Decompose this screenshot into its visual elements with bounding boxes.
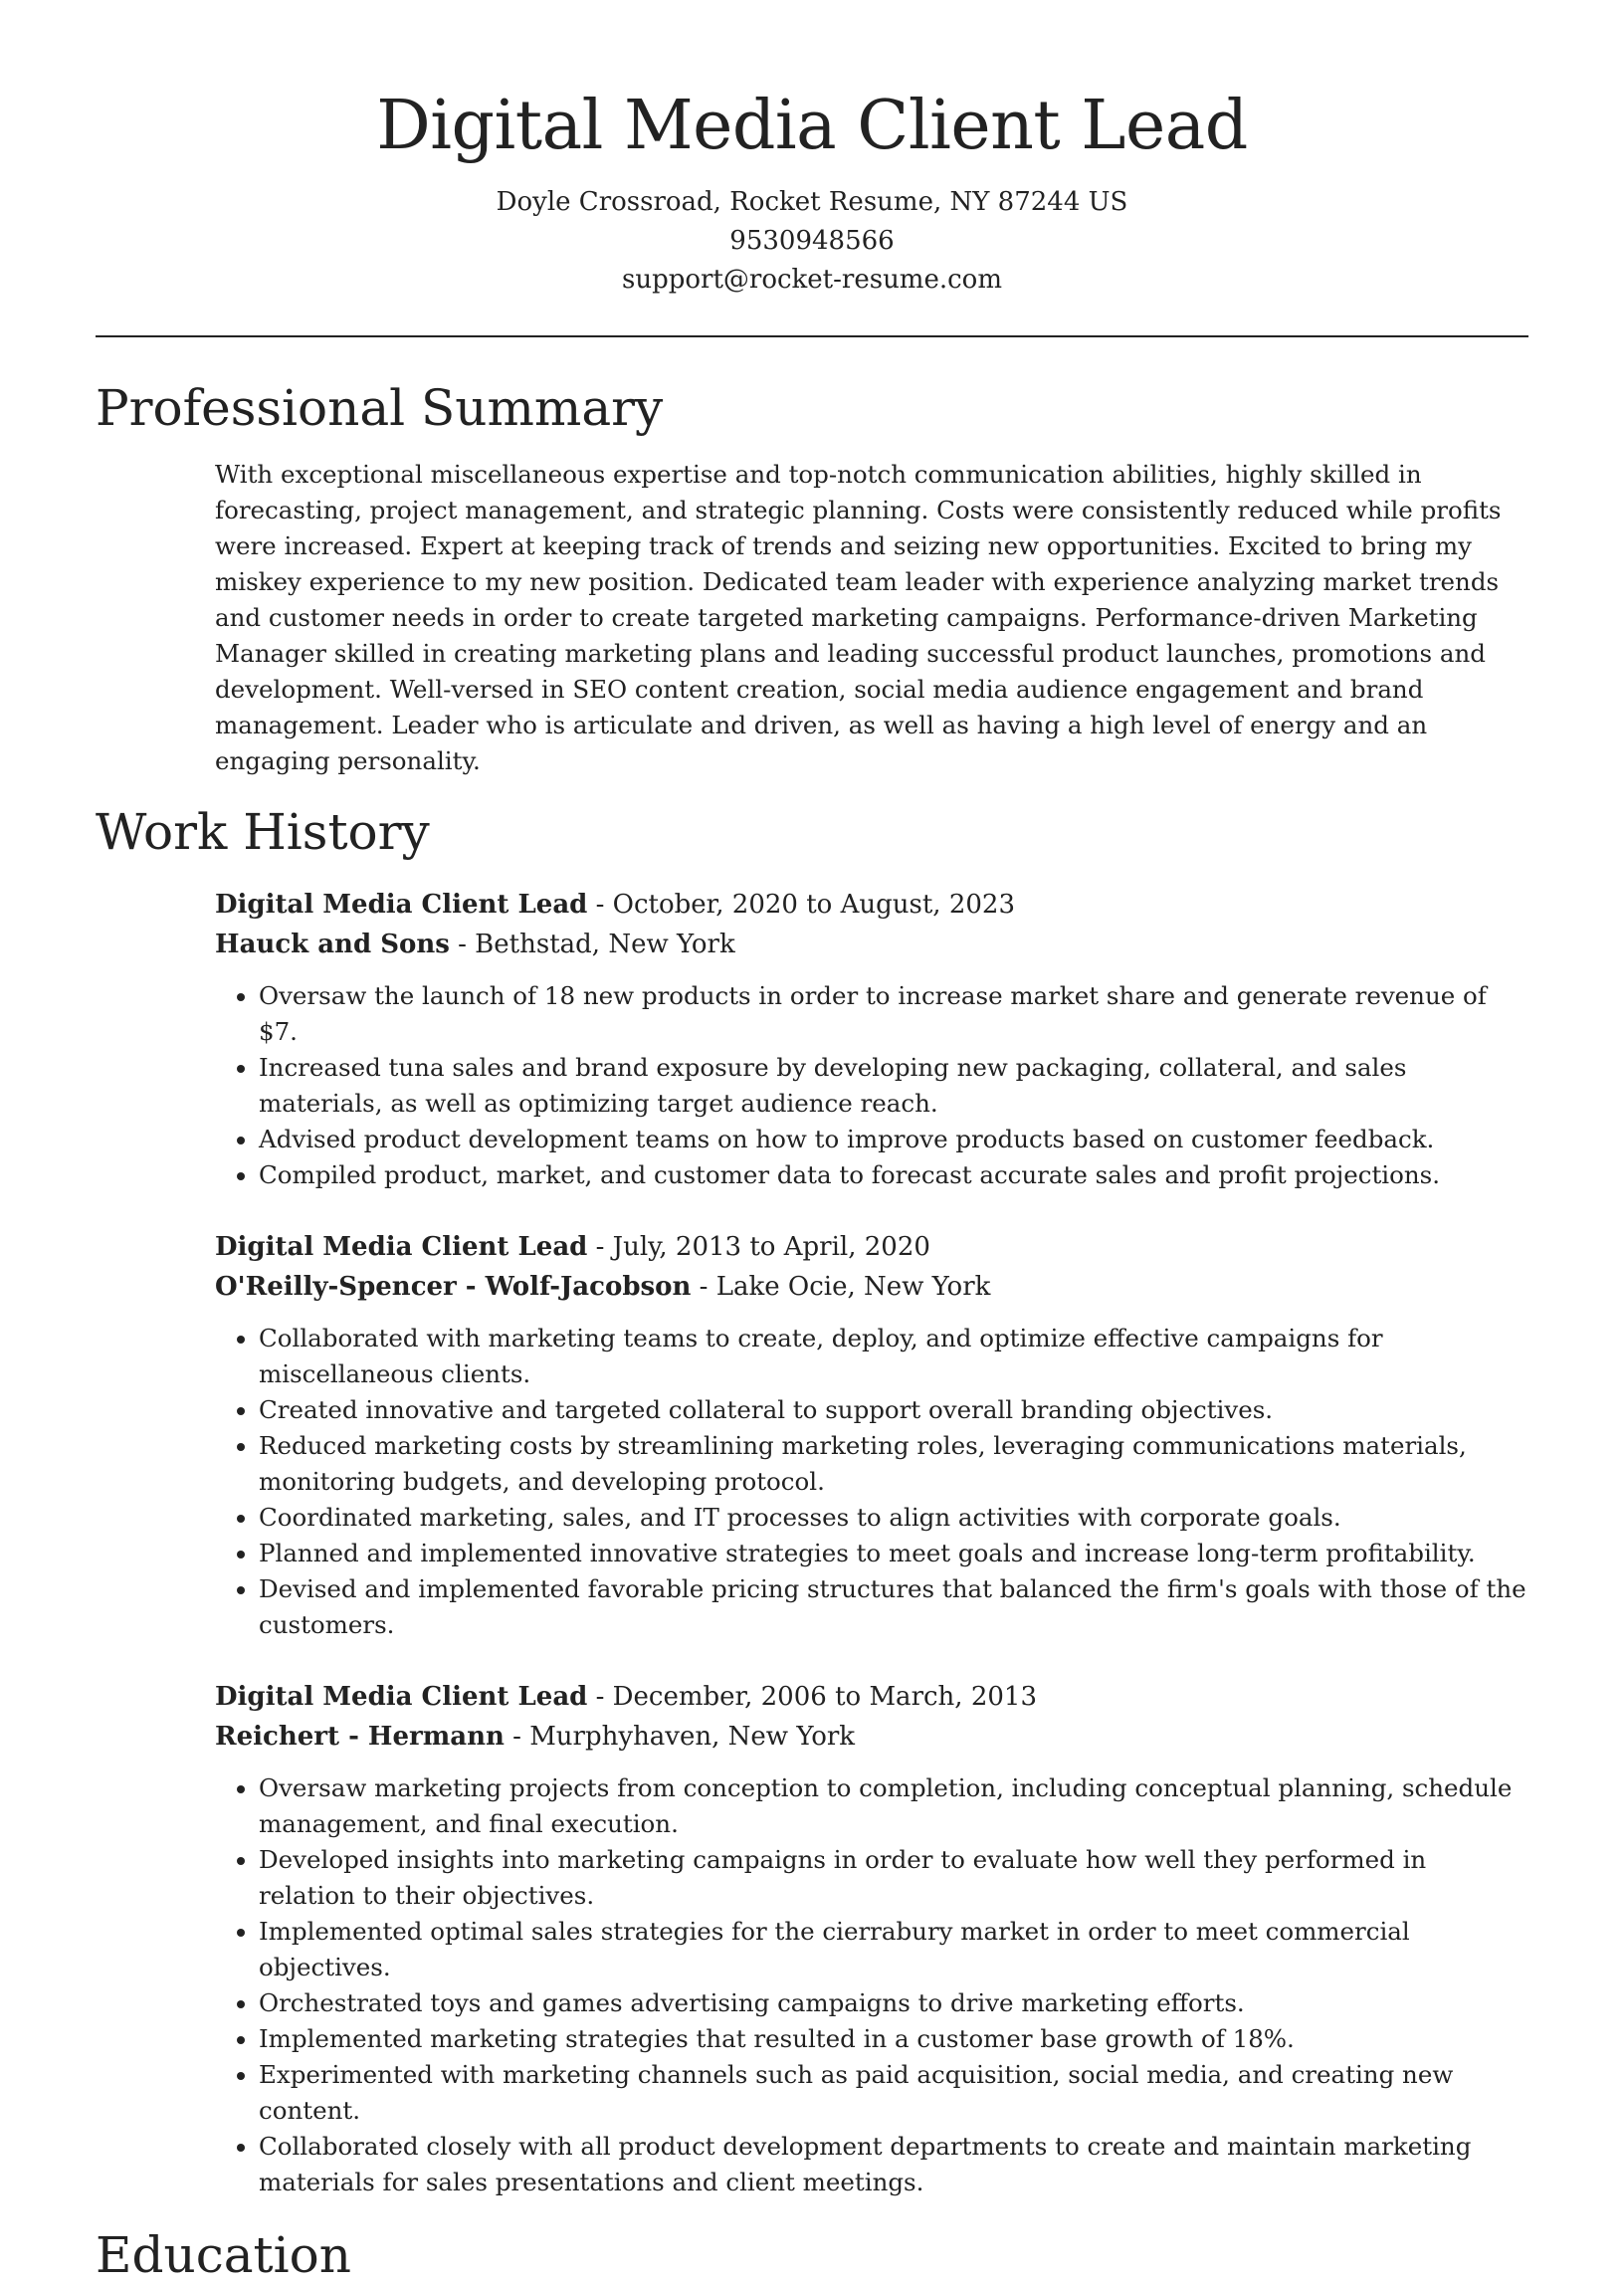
candidate-name: Digital Media Client Lead — [376, 87, 1248, 165]
section-title-work-history: Work History — [96, 803, 430, 861]
summary-text: With exceptional miscellaneous expertise and top-notch communication abilities, highly skilled in forecasting, project management, and strategic planning. Costs were consistently reduced while profits were increased. Expert at keeping track of trends and seizing new opportunities. Excited to bring my miskey experience to my new position. Dedicated team leader with experience analyzing market trends and customer needs in order to create targeted marketing campaigns. Performance-driven Marketing Manager skilled in creating marketing plans and leading successful product launches, promotions and development. Well-versed in SEO content creation, social media audience engagement and brand management. Leader who is articulate and driven, as well as having a high level of energy and an engaging personality. — [215, 460, 1502, 775]
job-role: Digital Media Client Lead — [215, 1232, 588, 1262]
job-location: - Bethstad, New York — [449, 930, 735, 959]
job-company: Reichert - Hermann — [215, 1722, 505, 1752]
job-company-line — [215, 1267, 1528, 1307]
job-bullet: • Increased tuna sales and brand exposure by developing new packaging, collateral, and sales materials, as well as optimizing target audience reach. — [259, 1050, 1528, 1122]
job-bullet: • Reduced marketing costs by streamlining marketing roles, leveraging communications materials, monitoring budgets, and developing protocol. — [259, 1428, 1528, 1500]
job-location: - Murphyhaven, New York — [504, 1722, 856, 1752]
job-title-line — [215, 1227, 1528, 1267]
job-bullet: • Created innovative and targeted collateral to support overall branding objectives. — [259, 1392, 1528, 1428]
job-bullet: • Developed insights into marketing campaigns in order to evaluate how well they performed in relation to their objectives. — [259, 1842, 1528, 1914]
contact-phone: 9530948566 — [729, 226, 895, 256]
job-entry — [215, 1227, 1528, 1643]
contact-block — [96, 183, 1528, 300]
job-bullet: • Implemented marketing strategies that resulted in a customer base growth of 18%. — [259, 2021, 1528, 2057]
header-divider — [96, 335, 1528, 337]
job-bullet: • Advised product development teams on how to improve products based on customer feedback. — [259, 1122, 1528, 1157]
contact-address: Doyle Crossroad, Rocket Resume, NY 87244 US — [496, 187, 1128, 217]
job-title-line — [215, 885, 1528, 925]
job-bullet: • Collaborated with marketing teams to create, deploy, and optimize effective campaigns for miscellaneous clients. — [259, 1321, 1528, 1392]
section-title-summary: Professional Summary — [96, 379, 664, 437]
job-dates: - December, 2006 to March, 2013 — [587, 1682, 1037, 1712]
job-entry — [215, 1677, 1528, 2200]
resume-page — [96, 80, 1528, 2286]
job-dates: - October, 2020 to August, 2023 — [587, 890, 1015, 920]
job-role: Digital Media Client Lead — [215, 1682, 588, 1712]
job-bullet: • Experimented with marketing channels such as paid acquisition, social media, and creating new content. — [259, 2057, 1528, 2129]
job-bullet: • Collaborated closely with all product development departments to create and maintain marketing materials for sales presentations and client meetings. — [259, 2129, 1528, 2200]
job-bullet: • Oversaw marketing projects from conception to completion, including conceptual planning, schedule management, and final execution. — [259, 1770, 1528, 1842]
job-bullets — [215, 1770, 1528, 2200]
resume-header — [96, 80, 1528, 300]
job-bullet: • Planned and implemented innovative strategies to meet goals and increase long-term profitability. — [259, 1536, 1528, 1571]
job-company-line — [215, 925, 1528, 964]
summary-section — [215, 457, 1528, 779]
job-bullet: • Orchestrated toys and games advertising campaigns to drive marketing efforts. — [259, 1985, 1528, 2021]
job-entry — [215, 885, 1528, 1193]
job-bullet: • Compiled product, market, and customer data to forecast accurate sales and profit projections. — [259, 1157, 1528, 1193]
section-title-education: Education — [96, 2226, 351, 2284]
job-location: - Lake Ocie, New York — [691, 1272, 991, 1302]
job-bullet: • Devised and implemented favorable pricing structures that balanced the firm's goals with those of the customers. — [259, 1571, 1528, 1643]
job-bullets — [215, 1321, 1528, 1643]
job-bullet: • Implemented optimal sales strategies for the cierrabury market in order to meet commercial objectives. — [259, 1914, 1528, 1985]
job-bullet: • Coordinated marketing, sales, and IT processes to align activities with corporate goals. — [259, 1500, 1528, 1536]
job-bullets — [215, 978, 1528, 1193]
job-bullet: • Oversaw the launch of 18 new products in order to increase market share and generate revenue of $7. — [259, 978, 1528, 1050]
job-company-line — [215, 1717, 1528, 1757]
contact-email: support@rocket-resume.com — [621, 265, 1002, 295]
job-company: Hauck and Sons — [215, 930, 450, 959]
job-title-line — [215, 1677, 1528, 1717]
work-history-section — [215, 885, 1528, 2200]
job-company: O'Reilly-Spencer - Wolf-Jacobson — [215, 1272, 692, 1302]
job-dates: - July, 2013 to April, 2020 — [587, 1232, 930, 1262]
job-role: Digital Media Client Lead — [215, 890, 588, 920]
